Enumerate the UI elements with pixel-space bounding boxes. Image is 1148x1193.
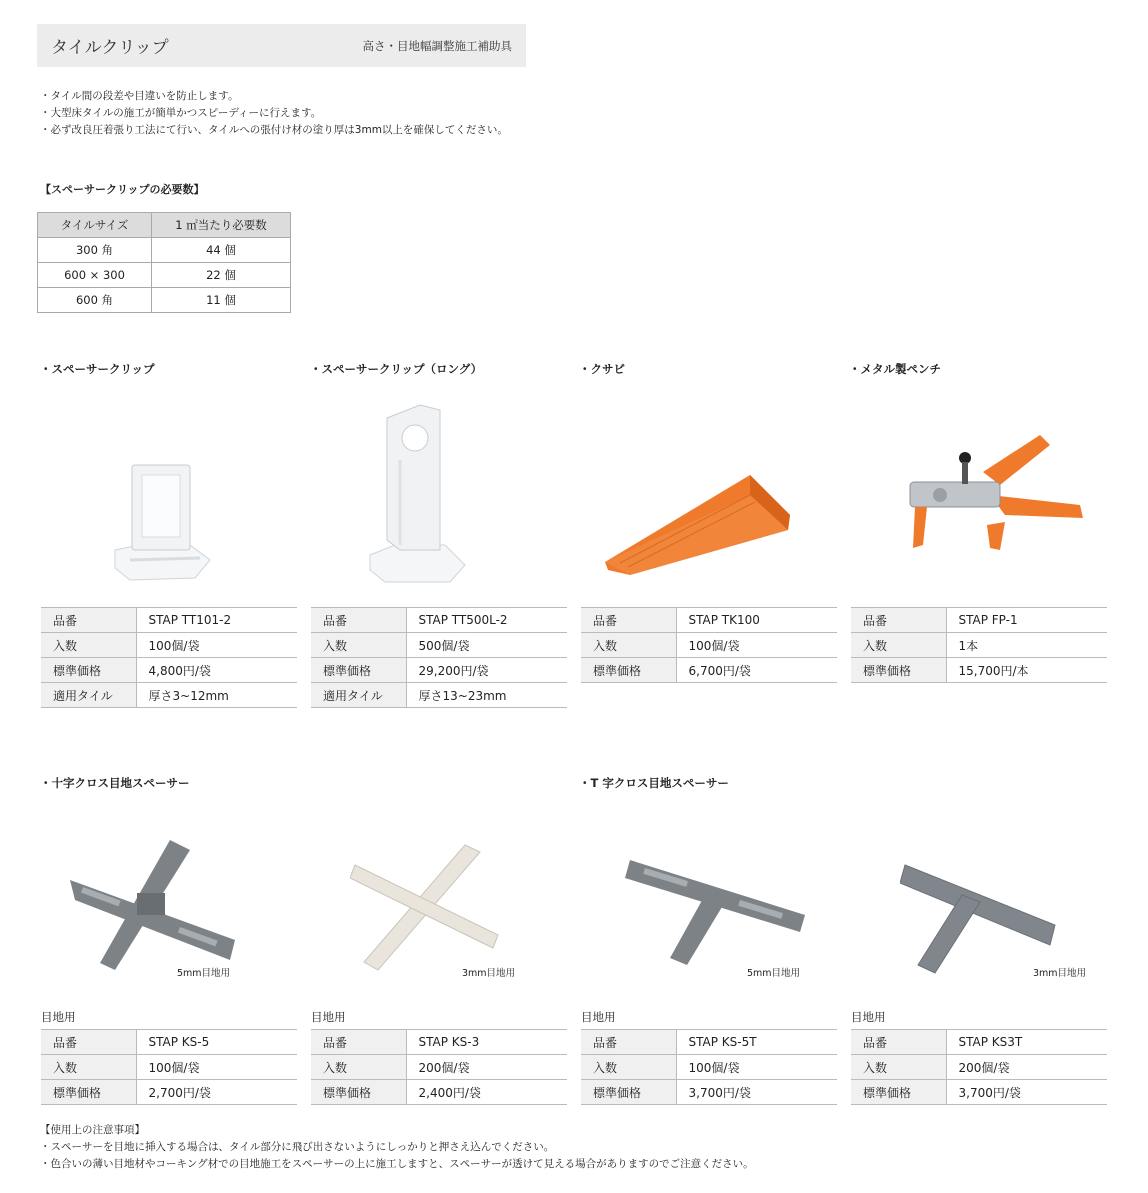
spec-key: 品番 <box>851 1030 946 1055</box>
table-row <box>311 658 567 683</box>
table-row <box>851 1030 1107 1055</box>
spec-key: 品番 <box>41 608 136 633</box>
spec-key: 入数 <box>41 1055 136 1080</box>
spec-value: 3,700円/袋 <box>676 1080 837 1105</box>
joint-width-note: 5mm目地用 <box>177 968 231 979</box>
spec-value: 厚さ3~12mm <box>136 683 297 708</box>
requirement-table <box>37 212 291 313</box>
spec-key: 標準価格 <box>41 658 136 683</box>
spec-value: 2,400円/袋 <box>406 1080 567 1105</box>
spec-key: 標準価格 <box>41 1080 136 1105</box>
spec-value: STAP FP-1 <box>946 608 1107 633</box>
req-header-size: タイルサイズ <box>38 213 152 238</box>
table-row <box>311 608 567 633</box>
table-row <box>311 1030 567 1055</box>
intro-line: ・必ず改良圧着張り工法にて行い、タイルへの張付け材の塗り厚は3mm以上を確保してください。 <box>40 124 508 136</box>
spec-key: 品番 <box>311 608 406 633</box>
table-row <box>41 608 297 633</box>
req-cell: 11 個 <box>152 288 291 313</box>
intro-bullets <box>40 88 508 139</box>
joint-width-note: 3mm目地用 <box>462 968 516 979</box>
page-subtitle: 高さ・目地幅調整施工補助具 <box>362 39 512 53</box>
spec-value: STAP KS-5T <box>676 1030 837 1055</box>
spec-key: 標準価格 <box>581 658 676 683</box>
product-title-pliers: ・メタル製ペンチ <box>849 362 941 376</box>
spec-key: 標準価格 <box>851 658 946 683</box>
spec-value: 厚さ13~23mm <box>406 683 567 708</box>
spec-key: 適用タイル <box>41 683 136 708</box>
table-row <box>851 608 1107 633</box>
section-title-t-spacer: ・T 字クロス目地スペーサー <box>579 776 729 790</box>
table-row <box>311 1080 567 1105</box>
table-row <box>581 1030 837 1055</box>
intro-line: ・タイル間の段差や目違いを防止します。 <box>40 90 239 102</box>
joint-width-note: 3mm目地用 <box>1033 968 1087 979</box>
req-header-count: 1 ㎡当たり必要数 <box>152 213 291 238</box>
spec-table-spacer-clip-long <box>311 607 567 708</box>
joint-width-note: 5mm目地用 <box>747 968 801 979</box>
spacer-clip-image <box>100 450 230 585</box>
req-cell: 600 × 300 <box>38 263 152 288</box>
spec-table-ks5t <box>581 1029 837 1105</box>
header-bar <box>37 24 526 67</box>
usage-note-line: ・色合いの薄い目地材やコーキング材での目地施工をスペーサーの上に施工しますと、スペーサーが透けて見える場合がありますのでご注意ください。 <box>40 1158 754 1170</box>
table-row <box>38 288 291 313</box>
spec-value: 29,200円/袋 <box>406 658 567 683</box>
group-label: 目地用 <box>311 1010 346 1024</box>
spec-key: 品番 <box>581 608 676 633</box>
usage-notes <box>40 1122 754 1173</box>
spec-key: 入数 <box>581 1055 676 1080</box>
req-cell: 600 角 <box>38 288 152 313</box>
spec-value: STAP KS3T <box>946 1030 1107 1055</box>
table-row <box>41 683 297 708</box>
table-row <box>581 658 837 683</box>
spec-key: 入数 <box>581 633 676 658</box>
spec-key: 品番 <box>41 1030 136 1055</box>
spec-key: 品番 <box>311 1030 406 1055</box>
spec-key: 品番 <box>851 608 946 633</box>
spec-value: 1本 <box>946 633 1107 658</box>
spec-value: 100個/袋 <box>136 633 297 658</box>
spec-value: 200個/袋 <box>406 1055 567 1080</box>
table-row <box>38 263 291 288</box>
spec-value: 100個/袋 <box>136 1055 297 1080</box>
spec-value: STAP TT500L-2 <box>406 608 567 633</box>
spec-value: 200個/袋 <box>946 1055 1107 1080</box>
table-row <box>41 1055 297 1080</box>
spec-value: STAP TK100 <box>676 608 837 633</box>
spec-value: 100個/袋 <box>676 1055 837 1080</box>
product-title-wedge: ・クサビ <box>579 362 625 376</box>
spec-key: 入数 <box>311 633 406 658</box>
cross-spacer-3mm-image <box>350 840 510 975</box>
group-label: 目地用 <box>851 1010 886 1024</box>
spec-table-wedge <box>581 607 837 683</box>
table-row <box>851 633 1107 658</box>
spec-table-ks3t <box>851 1029 1107 1105</box>
group-label: 目地用 <box>581 1010 616 1024</box>
spec-key: 入数 <box>851 1055 946 1080</box>
spec-value: STAP TT101-2 <box>136 608 297 633</box>
usage-notes-title: 【使用上の注意事項】 <box>40 1124 145 1136</box>
req-cell: 44 個 <box>152 238 291 263</box>
spec-table-ks5 <box>41 1029 297 1105</box>
req-cell: 300 角 <box>38 238 152 263</box>
spec-table-pliers <box>851 607 1107 683</box>
group-label: 目地用 <box>41 1010 76 1024</box>
spacer-clip-long-image <box>365 400 475 585</box>
spec-value: 3,700円/袋 <box>946 1080 1107 1105</box>
spec-value: STAP KS-5 <box>136 1030 297 1055</box>
page-title: タイルクリップ <box>51 38 169 58</box>
table-row <box>311 633 567 658</box>
spec-table-ks3 <box>311 1029 567 1105</box>
usage-note-line: ・スペーサーを目地に挿入する場合は、タイル部分に飛び出さないようにしっかりと押さえ込んでください。 <box>40 1141 555 1153</box>
spec-key: 適用タイル <box>311 683 406 708</box>
table-row <box>581 633 837 658</box>
spec-value: STAP KS-3 <box>406 1030 567 1055</box>
req-cell: 22 個 <box>152 263 291 288</box>
spec-key: 標準価格 <box>311 1080 406 1105</box>
spec-key: 品番 <box>581 1030 676 1055</box>
wedge-image <box>600 470 795 580</box>
t-spacer-5mm-image <box>625 850 810 970</box>
table-row <box>311 683 567 708</box>
table-row <box>41 658 297 683</box>
product-title-spacer-clip: ・スペーサークリップ <box>40 362 155 376</box>
table-row <box>581 1080 837 1105</box>
table-row <box>581 608 837 633</box>
spec-key: 標準価格 <box>581 1080 676 1105</box>
spec-key: 入数 <box>41 633 136 658</box>
table-row <box>41 633 297 658</box>
spec-value: 100個/袋 <box>676 633 837 658</box>
table-row <box>38 238 291 263</box>
intro-line: ・大型床タイルの施工が簡単かつスピーディーに行えます。 <box>40 107 322 119</box>
table-row <box>41 1080 297 1105</box>
table-row <box>581 1055 837 1080</box>
spec-key: 標準価格 <box>311 658 406 683</box>
section-title-cross-spacer: ・十字クロス目地スペーサー <box>40 776 190 790</box>
table-row <box>311 1055 567 1080</box>
product-title-spacer-clip-long: ・スペーサークリップ（ロング） <box>310 362 483 376</box>
pliers-image <box>905 430 1095 555</box>
cross-spacer-5mm-image <box>65 835 240 975</box>
table-row <box>851 1055 1107 1080</box>
spec-key: 入数 <box>851 633 946 658</box>
table-row <box>41 1030 297 1055</box>
spec-value: 6,700円/袋 <box>676 658 837 683</box>
spec-table-spacer-clip <box>41 607 297 708</box>
spec-value: 500個/袋 <box>406 633 567 658</box>
spec-value: 15,700円/本 <box>946 658 1107 683</box>
requirement-title: 【スペーサークリップの必要数】 <box>40 183 205 196</box>
spec-key: 入数 <box>311 1055 406 1080</box>
table-row <box>851 1080 1107 1105</box>
table-row <box>851 658 1107 683</box>
spec-value: 4,800円/袋 <box>136 658 297 683</box>
t-spacer-3mm-image <box>900 855 1060 975</box>
spec-key: 標準価格 <box>851 1080 946 1105</box>
spec-value: 2,700円/袋 <box>136 1080 297 1105</box>
